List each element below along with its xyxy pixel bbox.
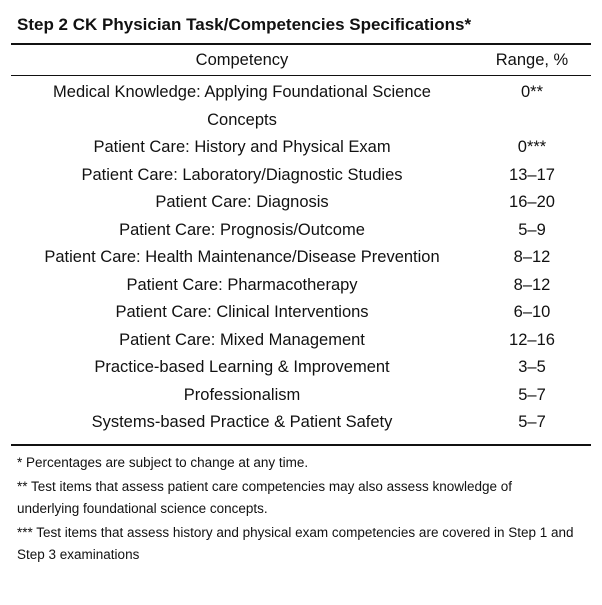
competencies-table: [11, 0, 591, 566]
competency-cell: Systems-based Practice & Patient Safety: [91, 413, 393, 431]
table-body: [11, 76, 591, 444]
footnote: *** Test items that assess history and physical exam competencies are covered in Step 1 and Step 3 examinations: [17, 524, 574, 562]
range-cell: 0**: [520, 83, 544, 101]
competency-cell: Patient Care: Diagnosis: [155, 193, 329, 211]
competency-cell: Patient Care: Clinical Interventions: [115, 303, 369, 321]
competency-cell: Medical Knowledge: Applying Foundational Science Concepts: [53, 83, 431, 129]
table-header: [11, 45, 591, 75]
table-row: [11, 299, 591, 327]
range-cell: 8–12: [513, 248, 551, 266]
competency-cell: Patient Care: Pharmacotherapy: [126, 275, 358, 294]
table-row: [11, 189, 591, 217]
competency-cell: Patient Care: History and Physical Exam: [93, 138, 391, 156]
competency-cell: Practice-based Learning & Improvement: [94, 358, 390, 376]
range-cell: 5–9: [518, 220, 546, 239]
footnote: * Percentages are subject to change at any time.: [17, 454, 309, 470]
competency-cell: Patient Care: Health Maintenance/Disease Prevention: [44, 248, 440, 266]
header-competency: Competency: [195, 50, 289, 69]
range-cell: 12–16: [509, 330, 555, 349]
table-row: [11, 217, 591, 245]
table-row: [11, 162, 591, 190]
competency-cell: Patient Care: Laboratory/Diagnostic Studies: [81, 165, 403, 184]
range-cell: 13–17: [509, 165, 555, 184]
table-row: [11, 354, 591, 382]
table-row: [11, 327, 591, 355]
range-cell: 6–10: [513, 303, 551, 321]
range-cell: 3–5: [518, 358, 546, 376]
competency-cell: Patient Care: Mixed Management: [119, 330, 365, 349]
table-row: [11, 272, 591, 300]
range-cell: 0***: [517, 138, 547, 156]
footnote: ** Test items that assess patient care competencies may also assess knowledge of underlying foundational science concepts.: [17, 478, 512, 516]
range-cell: 16–20: [509, 193, 555, 211]
table-row: [11, 244, 591, 272]
table-title: Step 2 CK Physician Task/Competencies Specifications*: [17, 15, 472, 34]
range-cell: 5–7: [518, 413, 546, 431]
footnotes: [11, 446, 591, 566]
range-cell: 8–12: [513, 275, 551, 294]
header-range: Range, %: [495, 50, 569, 69]
table-row: [11, 79, 591, 134]
range-cell: 5–7: [518, 385, 546, 404]
competency-cell: Patient Care: Prognosis/Outcome: [119, 220, 365, 239]
table-row: [11, 134, 591, 162]
table-row: [11, 382, 591, 410]
table-row: [11, 409, 591, 437]
competency-cell: Professionalism: [183, 385, 301, 404]
